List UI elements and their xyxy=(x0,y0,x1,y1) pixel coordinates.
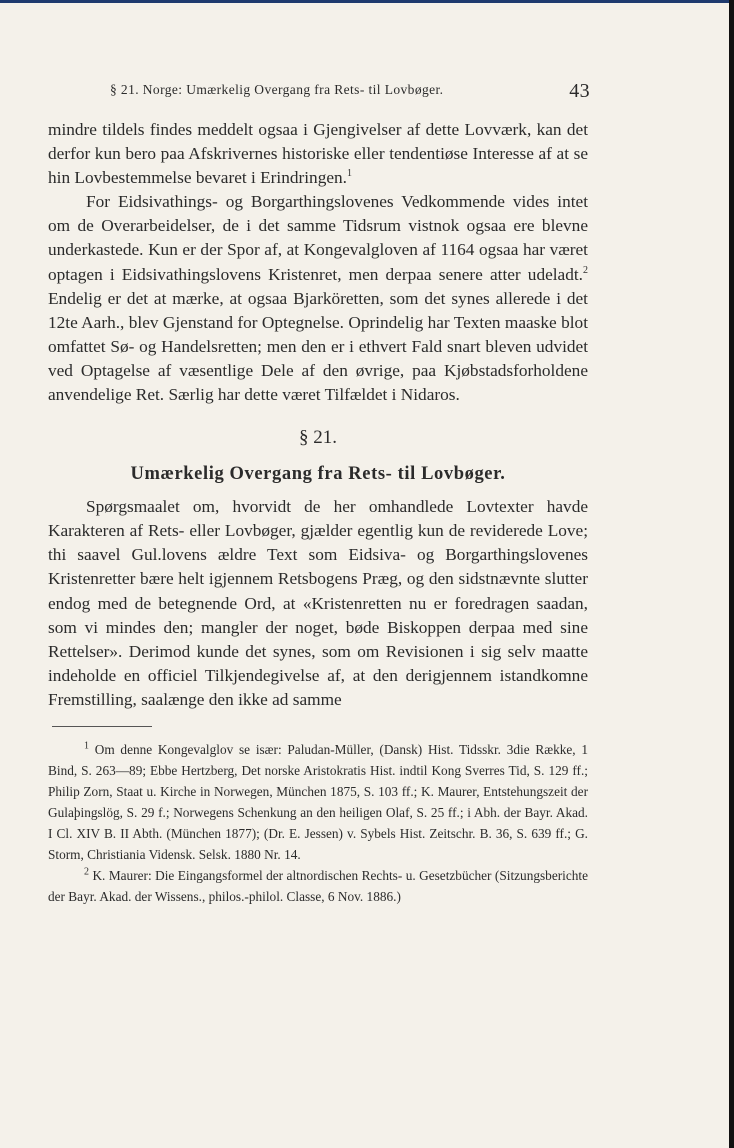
book-page xyxy=(48,76,588,907)
footnote-1-mark: 1 xyxy=(84,740,89,752)
section-title: Umærkelig Overgang fra Rets- til Lovbøger. xyxy=(130,464,506,485)
paragraph-2 xyxy=(48,190,588,407)
footnote-1 xyxy=(48,739,588,865)
right-edge-bar xyxy=(729,0,734,1148)
paragraph-1 xyxy=(48,118,588,190)
main-text xyxy=(48,118,588,712)
footnotes xyxy=(48,739,588,907)
footnote-2 xyxy=(48,865,588,907)
paragraph-2-text-b: Endelig er det at mærke, at ogsaa Bjarköretten, som det synes allerede i det 12te Aarh., blev Gjenstand for Optegnelse. Oprindelig har Texten maaske blot omfattet Sø- og Handelsretten; men den er i ethvert Fald snart bleven udvidet ved Optagelse af væsentlige Dele af den øvrige, paa Kjøbstadsforholdene anvendelige Ret. Særlig har dette været Tilfældet i Nidaros. xyxy=(48,288,588,405)
paragraph-2-text-a: For Eidsivathings- og Borgarthingslovenes Vedkommende vides intet om de Overarbeidelser, de i det samme Tidsrum vistnok ogsaa ere blevne underkastede. Kun er der Spor af, at Kongevalgloven af 1164 ogsaa har været optagen i Eidsivathingslovens Kristenret, men derpaa senere atter udeladt. xyxy=(48,192,588,284)
footnote-1-text: Om denne Kongevalglov se især: Paludan-Müller, (Dansk) Hist. Tidsskr. 3die Række, 1 Bind, S. 263—89; Ebbe Hertzberg, Det norske Aristokratis Hist. indtil Kong Sverres Tid, S. 129 ff.; Philip Zorn, Staat u. Kirche in Norwegen, München 1875, S. 103 ff.; K. Maurer, Entstehungszeit der Gulaþingslög, S. 29 f.; Norwegens Schenkung an den heiligen Olaf, S. 25 ff.; i Abh. der Bayr. Akad. I Cl. XIV B. II Abth. (München 1877); (Dr. E. Jessen) v. Sybels Hist. Zeitschr. B. 36, S. 639 ff.; G. Storm, Christiania Vidensk. Selsk. 1880 Nr. 14. xyxy=(48,741,588,862)
footnote-ref-1: 1 xyxy=(346,168,352,180)
page-number: 43 xyxy=(569,80,590,102)
page-header xyxy=(48,76,588,106)
paragraph-3: Spørgsmaalet om, hvorvidt de her omhandlede Lovtexter havde Karakteren af Rets- eller Lovbøger, gjælder egentlig kun de reviderede Love; thi saavel Gul.lovens ældre Text som Eidsiva- og Borgarthingslovenes Kristenretter bære helt igjennem Retsbogens Præg, og den sidstnævnte slutter endog med de betegnende Ord, at «Kristenretten nu er foredragen saadan, som vi mindes den; mangler der noget, bøde Biskoppen derpaa med sine Rettelser». Derimod kunde det synes, som om Revisionen i sig selv maatte indeholde en officiel Tilkjendegivelse af, at den derigjennem istandkomne Fremstilling, saalænge den ikke ad samme xyxy=(48,497,588,709)
footnote-2-mark: 2 xyxy=(84,866,89,878)
running-title: § 21. Norge: Umærkelig Overgang fra Rets- til Lovbøger. xyxy=(110,82,444,97)
footnote-divider xyxy=(52,726,152,727)
top-border-line xyxy=(0,0,734,3)
footnote-2-text: K. Maurer: Die Eingangsformel der altnordischen Rechts- u. Gesetzbücher (Sitzungsberichte der Bayr. Akad. der Wissens., philos.-philol. Classe, 6 Nov. 1886.) xyxy=(48,867,588,904)
section-number: § 21. xyxy=(299,427,337,449)
footnote-ref-2: 2 xyxy=(583,264,588,276)
paragraph-1-text: mindre tildels findes meddelt ogsaa i Gjengivelser af dette Lovværk, kan det derfor kun bero paa Afskrivernes historiske eller tendentiøse Interesse af at se hin Lovbestemmelse bevaret i Erindringen. xyxy=(48,120,588,188)
